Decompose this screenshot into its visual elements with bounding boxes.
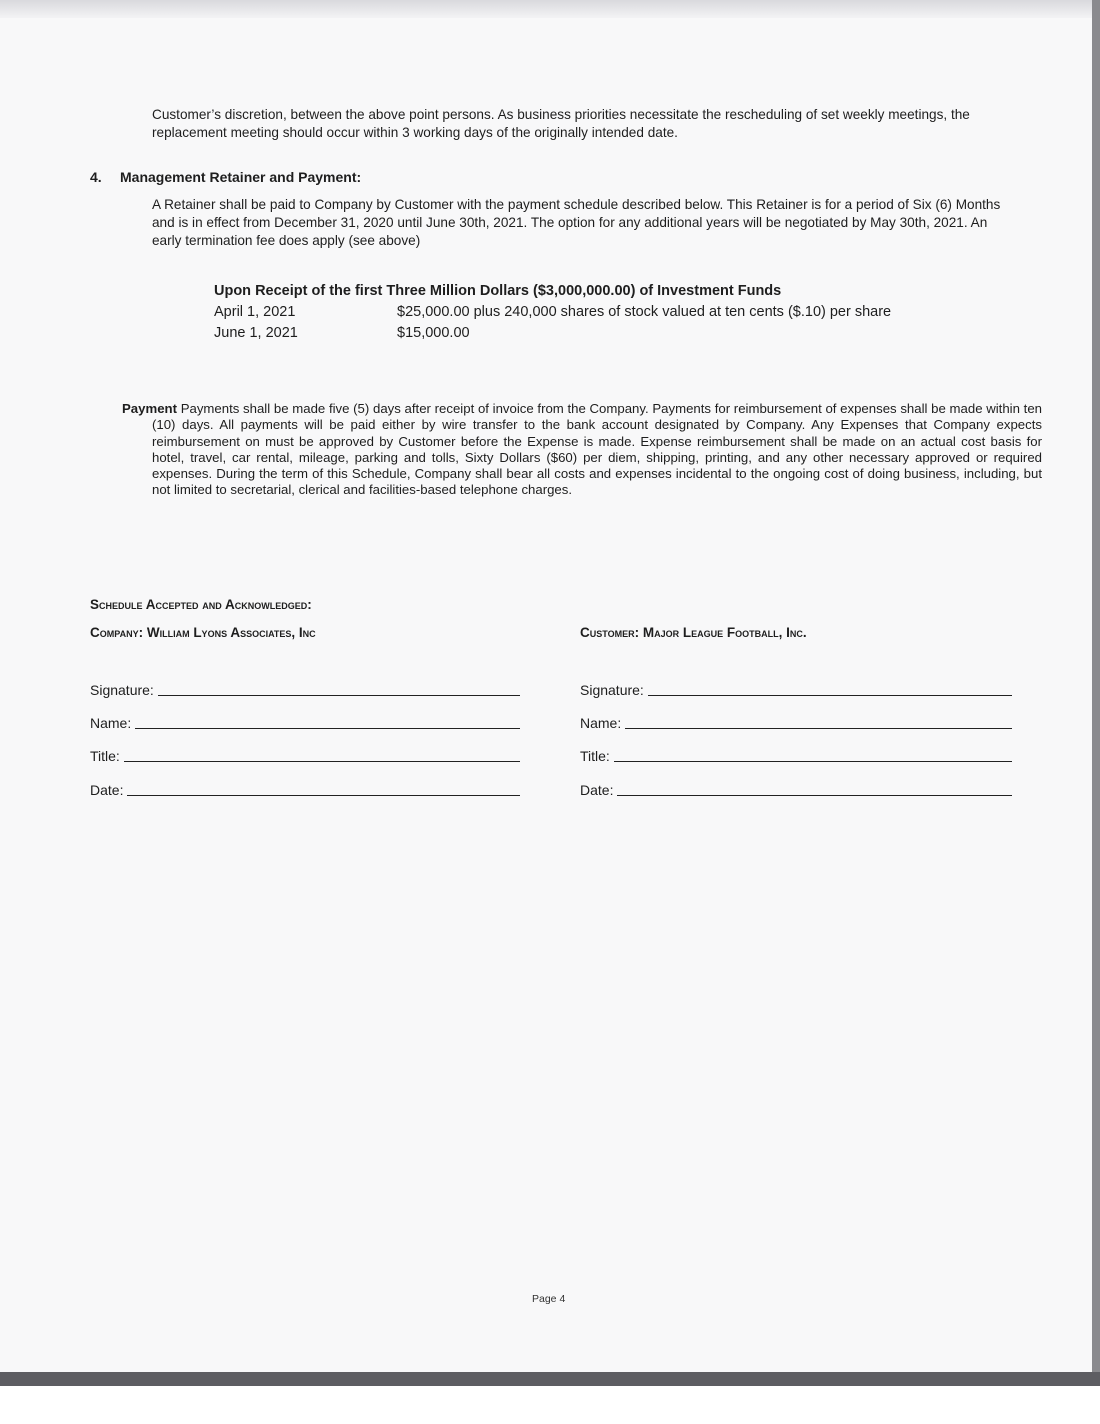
company-signature-field[interactable] xyxy=(90,676,520,698)
name-label: Name: xyxy=(580,715,622,731)
name-line xyxy=(135,728,520,729)
payment-text: Payments shall be made five (5) days after receipt of invoice from the Company. Payments for reimbursement of expenses shall be made within ten (10) days. All payments will be paid either by wire transfer to the bank account designated by Company. Any Expenses that Company expects reimbursement on must be approved by Customer before the Expense is made. Expense reimbursement shall be made on an actual cost basis for hotel, travel, car rental, mileage, parking and tolls, Sixty Dollars ($60) per diem, shipping, printing, and any other necessary approved or required expenses. During the term of this Schedule, Company shall bear all costs and expenses incidental to the ongoing cost of doing business, including, but not limited to secretarial, clerical and facilities-based telephone charges. xyxy=(152,401,1042,498)
acceptance-heading: Schedule Accepted and Acknowledged: xyxy=(90,597,312,612)
section-number: 4. xyxy=(90,169,102,185)
signature-line xyxy=(158,695,520,696)
date-label: Date: xyxy=(90,782,124,798)
company-label: Company: William Lyons Associates, Inc xyxy=(90,625,316,640)
schedule-row-amount: $25,000.00 plus 240,000 shares of stock valued at ten cents ($.10) per share xyxy=(397,304,892,320)
payment-label: Payment xyxy=(122,401,177,416)
section-title: Management Retainer and Payment: xyxy=(120,169,362,185)
customer-signature-field[interactable] xyxy=(580,676,1012,698)
section-heading xyxy=(90,168,361,186)
company-title-field[interactable] xyxy=(90,742,520,764)
signature-label: Signature: xyxy=(580,682,644,698)
intro-paragraph: Customer’s discretion, between the above point persons. As business priorities necessitate the rescheduling of set weekly meetings, the replacement meeting should occur within 3 working days of the originally intended date. xyxy=(152,107,970,140)
schedule-row-amount: $15,000.00 xyxy=(397,325,470,341)
scan-edge-top xyxy=(0,0,1100,18)
scan-margin-bottom xyxy=(0,1386,1100,1424)
name-line xyxy=(625,728,1012,729)
date-line xyxy=(617,795,1012,796)
schedule-row-date: June 1, 2021 xyxy=(214,325,298,341)
name-label: Name: xyxy=(90,715,132,731)
signature-line xyxy=(648,695,1012,696)
scan-edge-bottom xyxy=(0,1372,1100,1386)
title-label: Title: xyxy=(580,748,610,764)
date-label: Date: xyxy=(580,782,614,798)
date-line xyxy=(127,795,520,796)
title-line xyxy=(124,761,520,762)
retainer-paragraph: A Retainer shall be paid to Company by Customer with the payment schedule described below. This Retainer is for a period of Six (6) Months and is in effect from December 31, 2020 until June 30th, 2021. The option for any additional years will be negotiated by May 30th, 2021. An early termination fee does apply (see above) xyxy=(152,197,1001,248)
signature-label: Signature: xyxy=(90,682,154,698)
company-name-field[interactable] xyxy=(90,709,520,731)
page-number: Page 4 xyxy=(532,1293,566,1305)
customer-date-field[interactable] xyxy=(580,776,1012,798)
customer-label: Customer: Major League Football, Inc. xyxy=(580,625,807,640)
customer-name-field[interactable] xyxy=(580,709,1012,731)
schedule-heading: Upon Receipt of the first Three Million Dollars ($3,000,000.00) of Investment Funds xyxy=(214,283,782,299)
scan-edge-right xyxy=(1092,0,1100,1424)
title-label: Title: xyxy=(90,748,120,764)
customer-title-field[interactable] xyxy=(580,742,1012,764)
payment-paragraph xyxy=(122,401,1042,499)
company-date-field[interactable] xyxy=(90,776,520,798)
title-line xyxy=(614,761,1012,762)
schedule-row-date: April 1, 2021 xyxy=(214,304,296,320)
